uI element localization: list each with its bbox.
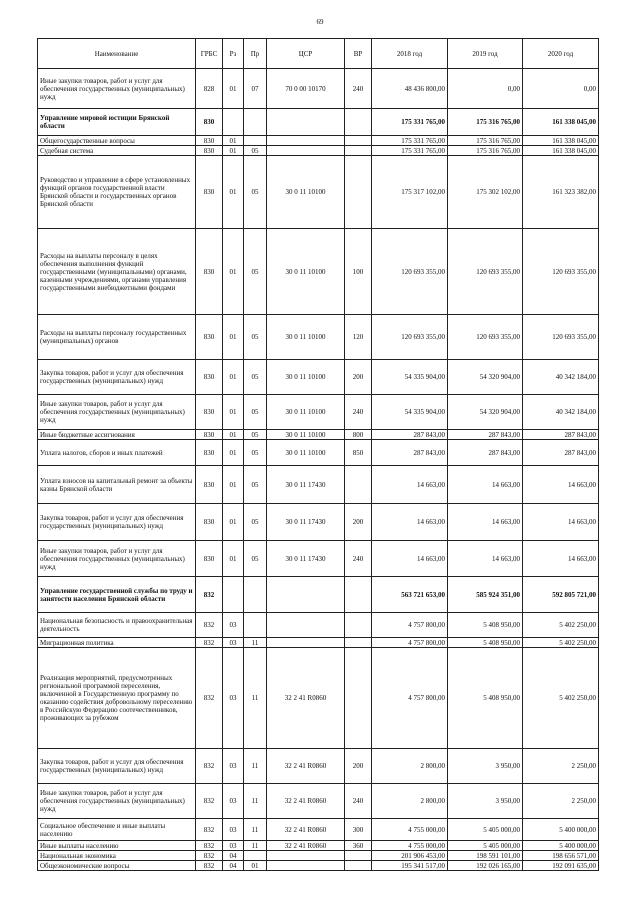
cell-vr: 300: [345, 819, 372, 841]
cell-y2018: 4 757 800,00: [372, 613, 448, 638]
cell-name: Руководство и управление в сфере установленных функций органов государственной власти Брянской области и государственных органов Брянской области: [38, 156, 196, 229]
cell-rz: 01: [223, 146, 244, 156]
cell-pr: 05: [244, 440, 267, 466]
table-row: [38, 395, 599, 430]
cell-vr: [345, 109, 372, 136]
budget-table: [37, 38, 599, 871]
header-2018: 2018 год: [372, 39, 448, 69]
cell-y2020: 14 663,00: [523, 466, 599, 504]
cell-csr: [267, 638, 345, 648]
cell-y2018: 54 335 904,00: [372, 360, 448, 395]
cell-grbs: 830: [196, 229, 223, 315]
cell-pr: 11: [244, 819, 267, 841]
table-row: [38, 841, 599, 851]
cell-pr: 01: [244, 861, 267, 871]
table-header-row: [38, 39, 599, 69]
cell-csr: 30 0 11 17430: [267, 541, 345, 577]
cell-rz: [223, 109, 244, 136]
table-row: [38, 466, 599, 504]
cell-y2020: 40 342 184,00: [523, 360, 599, 395]
cell-grbs: 832: [196, 841, 223, 851]
header-pr: Пр: [244, 39, 267, 69]
cell-pr: [244, 109, 267, 136]
cell-y2019: 120 693 355,00: [448, 315, 523, 360]
cell-pr: 05: [244, 466, 267, 504]
cell-y2020: 287 843,00: [523, 430, 599, 440]
cell-y2018: 4 757 800,00: [372, 648, 448, 749]
cell-csr: 32 2 41 R0860: [267, 648, 345, 749]
cell-name: Управление мировой юстиции Брянской области: [38, 109, 196, 136]
cell-grbs: 832: [196, 784, 223, 819]
cell-y2020: 120 693 355,00: [523, 315, 599, 360]
cell-pr: [244, 851, 267, 861]
cell-vr: [345, 648, 372, 749]
cell-csr: 32 2 41 R0860: [267, 784, 345, 819]
table-row: [38, 440, 599, 466]
cell-csr: 30 0 11 10100: [267, 360, 345, 395]
table-row: [38, 229, 599, 315]
cell-vr: [345, 577, 372, 613]
table-row: [38, 430, 599, 440]
cell-y2018: 563 721 653,00: [372, 577, 448, 613]
cell-y2020: 2 250,00: [523, 749, 599, 784]
cell-y2019: 3 950,00: [448, 784, 523, 819]
cell-y2018: 14 663,00: [372, 541, 448, 577]
cell-csr: 30 0 11 17430: [267, 466, 345, 504]
header-rz: Рз: [223, 39, 244, 69]
cell-rz: [223, 577, 244, 613]
table-row: [38, 156, 599, 229]
cell-csr: 30 0 11 10100: [267, 315, 345, 360]
table-row: [38, 613, 599, 638]
cell-y2018: 201 906 453,00: [372, 851, 448, 861]
cell-y2020: 0,00: [523, 69, 599, 109]
cell-vr: 100: [345, 229, 372, 315]
cell-rz: 01: [223, 69, 244, 109]
cell-csr: 32 2 41 R0860: [267, 749, 345, 784]
cell-grbs: 830: [196, 360, 223, 395]
cell-y2019: 120 693 355,00: [448, 229, 523, 315]
cell-grbs: 830: [196, 136, 223, 146]
header-vr: ВР: [345, 39, 372, 69]
cell-rz: 01: [223, 541, 244, 577]
cell-csr: 30 0 11 10100: [267, 156, 345, 229]
cell-vr: [345, 466, 372, 504]
cell-vr: 850: [345, 440, 372, 466]
cell-y2020: 14 663,00: [523, 541, 599, 577]
cell-name: Иные выплаты населению: [38, 841, 196, 851]
cell-y2019: 5 408 950,00: [448, 638, 523, 648]
cell-pr: 11: [244, 648, 267, 749]
cell-name: Реализация мероприятий, предусмотренных региональной программой переселения, включенной в Государственную программу по оказанию содействия добровольному переселению в Российскую Федерацию соотечественников, проживающих за рубежом: [38, 648, 196, 749]
cell-name: Национальная экономика: [38, 851, 196, 861]
cell-y2018: 120 693 355,00: [372, 229, 448, 315]
cell-name: Общегосударственные вопросы: [38, 136, 196, 146]
table-body: [38, 69, 599, 871]
cell-y2020: 40 342 184,00: [523, 395, 599, 430]
table-row: [38, 784, 599, 819]
cell-csr: [267, 851, 345, 861]
header-csr: ЦСР: [267, 39, 345, 69]
cell-y2020: 14 663,00: [523, 504, 599, 541]
cell-name: Закупка товаров, работ и услуг для обеспечения государственных (муниципальных) нужд: [38, 504, 196, 541]
cell-csr: 32 2 41 R0860: [267, 841, 345, 851]
table-row: [38, 109, 599, 136]
cell-grbs: 830: [196, 541, 223, 577]
cell-vr: [345, 861, 372, 871]
cell-grbs: 830: [196, 504, 223, 541]
cell-vr: 800: [345, 430, 372, 440]
cell-y2019: 5 405 000,00: [448, 819, 523, 841]
table-row: [38, 146, 599, 156]
cell-y2020: 5 402 250,00: [523, 648, 599, 749]
cell-vr: 200: [345, 360, 372, 395]
cell-rz: 01: [223, 156, 244, 229]
cell-y2019: 287 843,00: [448, 440, 523, 466]
cell-grbs: 828: [196, 69, 223, 109]
header-2019: 2019 год: [448, 39, 523, 69]
cell-rz: 03: [223, 638, 244, 648]
cell-rz: 03: [223, 613, 244, 638]
cell-y2020: 5 400 000,00: [523, 819, 599, 841]
table-row: [38, 577, 599, 613]
cell-rz: 01: [223, 440, 244, 466]
cell-y2018: 48 436 800,00: [372, 69, 448, 109]
cell-csr: [267, 577, 345, 613]
table-row: [38, 69, 599, 109]
cell-pr: 05: [244, 156, 267, 229]
cell-y2020: 161 338 045,00: [523, 109, 599, 136]
cell-pr: [244, 136, 267, 146]
cell-pr: 05: [244, 395, 267, 430]
cell-name: Уплата налогов, сборов и иных платежей: [38, 440, 196, 466]
cell-y2019: 175 316 765,00: [448, 109, 523, 136]
cell-vr: [345, 638, 372, 648]
cell-grbs: 832: [196, 749, 223, 784]
cell-y2019: 198 591 101,00: [448, 851, 523, 861]
cell-y2019: 5 408 950,00: [448, 613, 523, 638]
cell-rz: 01: [223, 466, 244, 504]
cell-y2020: 5 400 000,00: [523, 841, 599, 851]
cell-rz: 01: [223, 315, 244, 360]
cell-vr: 240: [345, 395, 372, 430]
cell-y2018: 175 331 765,00: [372, 146, 448, 156]
cell-pr: 07: [244, 69, 267, 109]
cell-y2018: 175 331 765,00: [372, 136, 448, 146]
cell-rz: 01: [223, 395, 244, 430]
cell-vr: [345, 613, 372, 638]
cell-y2020: 2 250,00: [523, 784, 599, 819]
cell-y2018: 175 317 102,00: [372, 156, 448, 229]
cell-y2020: 120 693 355,00: [523, 229, 599, 315]
cell-pr: 11: [244, 841, 267, 851]
cell-csr: 70 0 00 10170: [267, 69, 345, 109]
cell-y2020: 192 091 635,00: [523, 861, 599, 871]
cell-y2019: 585 924 351,00: [448, 577, 523, 613]
cell-y2020: 161 338 045,00: [523, 146, 599, 156]
cell-y2019: 54 320 904,00: [448, 395, 523, 430]
cell-grbs: 830: [196, 395, 223, 430]
cell-name: Миграционная политика: [38, 638, 196, 648]
cell-grbs: 832: [196, 851, 223, 861]
cell-y2018: 175 331 765,00: [372, 109, 448, 136]
cell-vr: 200: [345, 504, 372, 541]
cell-y2019: 54 320 904,00: [448, 360, 523, 395]
cell-y2018: 4 755 000,00: [372, 841, 448, 851]
cell-y2019: 14 663,00: [448, 466, 523, 504]
cell-vr: [345, 146, 372, 156]
cell-y2020: 5 402 250,00: [523, 638, 599, 648]
cell-name: Иные закупки товаров, работ и услуг для обеспечения государственных (муниципальных) нужд: [38, 69, 196, 109]
cell-pr: 05: [244, 315, 267, 360]
cell-rz: 04: [223, 861, 244, 871]
cell-y2019: 14 663,00: [448, 504, 523, 541]
table-row: [38, 504, 599, 541]
cell-rz: 03: [223, 784, 244, 819]
cell-y2019: 3 950,00: [448, 749, 523, 784]
cell-y2020: 161 338 045,00: [523, 136, 599, 146]
cell-name: Расходы на выплаты персоналу в целях обеспечения выполнения функций государственными (муниципальными) органами, казенными учреждениями, органами управления государственными внебюджетными фондами: [38, 229, 196, 315]
cell-name: Иные бюджетные ассигнования: [38, 430, 196, 440]
cell-pr: 05: [244, 541, 267, 577]
table-row: [38, 648, 599, 749]
cell-y2019: 14 663,00: [448, 541, 523, 577]
cell-name: Иные закупки товаров, работ и услуг для обеспечения государственных (муниципальных) нужд: [38, 784, 196, 819]
cell-y2019: 175 302 102,00: [448, 156, 523, 229]
cell-y2020: 287 843,00: [523, 440, 599, 466]
cell-rz: 03: [223, 749, 244, 784]
cell-rz: 03: [223, 819, 244, 841]
cell-grbs: 830: [196, 440, 223, 466]
cell-y2019: 192 026 165,00: [448, 861, 523, 871]
cell-y2020: 198 656 571,00: [523, 851, 599, 861]
cell-csr: 30 0 11 10100: [267, 229, 345, 315]
table-row: [38, 638, 599, 648]
cell-pr: 05: [244, 146, 267, 156]
cell-grbs: 830: [196, 466, 223, 504]
cell-y2018: 54 335 904,00: [372, 395, 448, 430]
cell-y2020: 5 402 250,00: [523, 613, 599, 638]
cell-vr: 240: [345, 541, 372, 577]
cell-y2018: 4 757 800,00: [372, 638, 448, 648]
cell-rz: 01: [223, 504, 244, 541]
table-row: [38, 136, 599, 146]
cell-y2019: 0,00: [448, 69, 523, 109]
table-row: [38, 749, 599, 784]
cell-vr: [345, 851, 372, 861]
header-2020: 2020 год: [523, 39, 599, 69]
cell-grbs: 832: [196, 861, 223, 871]
cell-csr: [267, 613, 345, 638]
cell-pr: [244, 577, 267, 613]
cell-pr: [244, 613, 267, 638]
cell-name: Иные закупки товаров, работ и услуг для обеспечения государственных (муниципальных) нужд: [38, 395, 196, 430]
table-row: [38, 819, 599, 841]
cell-grbs: 830: [196, 146, 223, 156]
cell-rz: 01: [223, 360, 244, 395]
cell-csr: 30 0 11 10100: [267, 430, 345, 440]
cell-pr: 05: [244, 229, 267, 315]
cell-pr: 05: [244, 360, 267, 395]
cell-vr: 360: [345, 841, 372, 851]
cell-y2020: 161 323 382,00: [523, 156, 599, 229]
cell-csr: 30 0 11 10100: [267, 440, 345, 466]
cell-y2019: 5 405 000,00: [448, 841, 523, 851]
table-row: [38, 861, 599, 871]
cell-y2018: 4 755 000,00: [372, 819, 448, 841]
cell-rz: 04: [223, 851, 244, 861]
cell-pr: 05: [244, 504, 267, 541]
cell-csr: [267, 146, 345, 156]
cell-csr: [267, 109, 345, 136]
page-number: 69: [316, 18, 324, 26]
cell-name: Судебная система: [38, 146, 196, 156]
cell-name: Общеэкономические вопросы: [38, 861, 196, 871]
cell-grbs: 832: [196, 819, 223, 841]
table-row: [38, 360, 599, 395]
cell-y2018: 120 693 355,00: [372, 315, 448, 360]
cell-csr: 30 0 11 17430: [267, 504, 345, 541]
cell-rz: 01: [223, 136, 244, 146]
cell-y2019: 175 316 765,00: [448, 136, 523, 146]
cell-grbs: 830: [196, 315, 223, 360]
cell-name: Национальная безопасность и правоохранительная деятельность: [38, 613, 196, 638]
table-row: [38, 851, 599, 861]
cell-vr: 240: [345, 784, 372, 819]
cell-csr: 32 2 41 R0860: [267, 819, 345, 841]
cell-vr: 240: [345, 69, 372, 109]
cell-name: Расходы на выплаты персоналу государственных (муниципальных) органов: [38, 315, 196, 360]
cell-csr: 30 0 11 10100: [267, 395, 345, 430]
cell-vr: 200: [345, 749, 372, 784]
cell-y2018: 2 800,00: [372, 784, 448, 819]
cell-y2018: 14 663,00: [372, 504, 448, 541]
cell-pr: 11: [244, 784, 267, 819]
cell-vr: 120: [345, 315, 372, 360]
cell-rz: 01: [223, 430, 244, 440]
cell-y2020: 592 805 721,00: [523, 577, 599, 613]
cell-grbs: 832: [196, 613, 223, 638]
cell-y2019: 175 316 765,00: [448, 146, 523, 156]
cell-pr: 05: [244, 430, 267, 440]
cell-grbs: 832: [196, 638, 223, 648]
cell-y2019: 5 408 950,00: [448, 648, 523, 749]
cell-name: Управление государственной службы по труду и занятости населения Брянской области: [38, 577, 196, 613]
cell-y2018: 2 800,00: [372, 749, 448, 784]
cell-name: Уплата взносов на капитальный ремонт за объекты казны Брянской области: [38, 466, 196, 504]
cell-name: Иные закупки товаров, работ и услуг для обеспечения государственных (муниципальных) нужд: [38, 541, 196, 577]
cell-grbs: 832: [196, 577, 223, 613]
cell-rz: 03: [223, 841, 244, 851]
cell-pr: 11: [244, 638, 267, 648]
header-grbs: ГРБС: [196, 39, 223, 69]
cell-y2018: 287 843,00: [372, 430, 448, 440]
table-row: [38, 541, 599, 577]
cell-y2018: 14 663,00: [372, 466, 448, 504]
header-name: Наименование: [38, 39, 196, 69]
cell-grbs: 830: [196, 156, 223, 229]
cell-grbs: 830: [196, 109, 223, 136]
cell-csr: [267, 136, 345, 146]
cell-name: Закупка товаров, работ и услуг для обеспечения государственных (муниципальных) нужд: [38, 749, 196, 784]
cell-y2018: 195 341 517,00: [372, 861, 448, 871]
cell-vr: [345, 136, 372, 146]
cell-pr: 11: [244, 749, 267, 784]
cell-csr: [267, 861, 345, 871]
table-row: [38, 315, 599, 360]
cell-y2019: 287 843,00: [448, 430, 523, 440]
cell-grbs: 830: [196, 430, 223, 440]
cell-rz: 01: [223, 229, 244, 315]
cell-name: Социальное обеспечение и иные выплаты населению: [38, 819, 196, 841]
cell-vr: [345, 156, 372, 229]
cell-y2018: 287 843,00: [372, 440, 448, 466]
cell-name: Закупка товаров, работ и услуг для обеспечения государственных (муниципальных) нужд: [38, 360, 196, 395]
cell-grbs: 832: [196, 648, 223, 749]
cell-rz: 03: [223, 648, 244, 749]
